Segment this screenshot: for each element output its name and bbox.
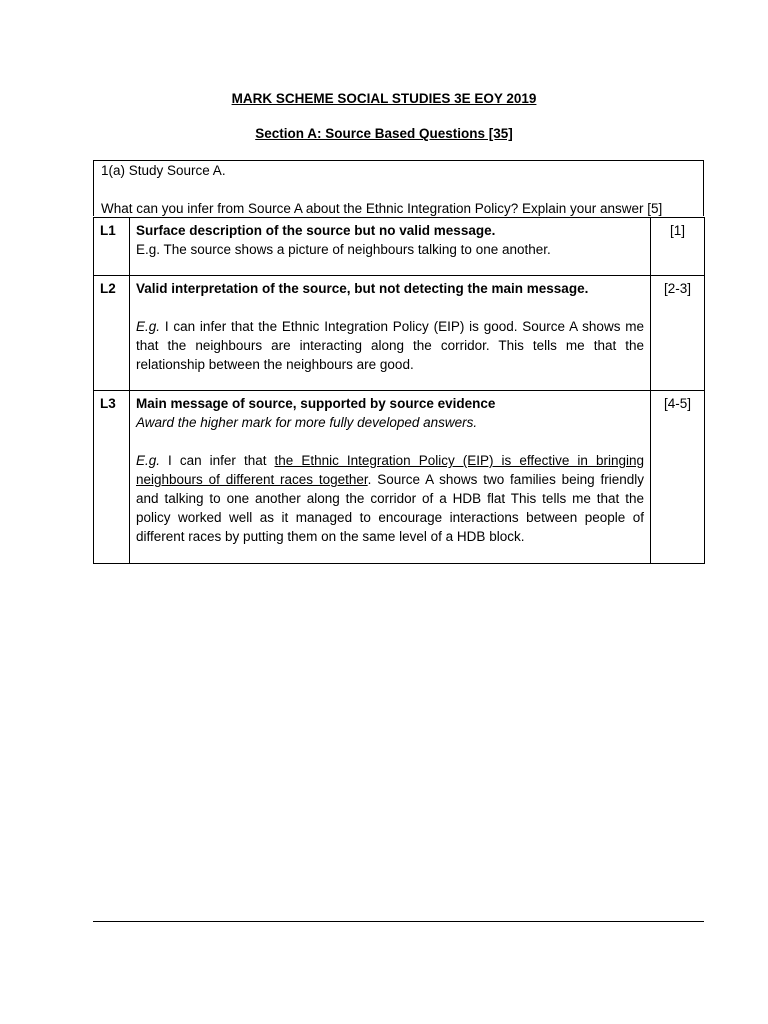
level-label: L1 xyxy=(94,218,130,276)
level-example xyxy=(136,317,644,374)
level-note: Award the higher mark for more fully developed answers. xyxy=(136,415,478,430)
level-marks: [1] xyxy=(651,218,705,276)
example-text-end: . Source A shows two families being friendly and talking to one another along the corridor of a HDB flat This tells me that the policy worked well as it managed to encourage interactions between people of different races by putting them on the same level of a HDB block. xyxy=(136,472,644,544)
question-box xyxy=(93,160,704,216)
level-heading: Surface description of the source but no valid message. xyxy=(136,223,496,238)
example-text: I can infer that the Ethnic Integration Policy (EIP) is good. Source A shows me that the neighbours are interacting along the corridor. This tells me that the relationship between the neighbours are good. xyxy=(136,319,644,372)
example-text-underlined: the Ethnic Integration Policy (EIP) is effective in bringing neighbours of different races together xyxy=(136,453,644,487)
level-marks: [2-3] xyxy=(651,276,705,391)
level-description xyxy=(130,276,651,391)
level-description xyxy=(130,391,651,564)
level-heading: Main message of source, supported by source evidence xyxy=(136,396,496,411)
mark-scheme-table xyxy=(93,217,705,564)
level-row-l1 xyxy=(94,218,705,276)
level-example: E.g. The source shows a picture of neighbours talking to one another. xyxy=(136,242,551,257)
level-row-l3 xyxy=(94,391,705,564)
example-prefix: E.g. xyxy=(136,319,161,334)
level-label: L3 xyxy=(94,391,130,564)
level-example xyxy=(136,451,644,546)
level-heading: Valid interpretation of the source, but not detecting the main message. xyxy=(136,281,589,296)
example-text-start: I can infer that xyxy=(160,453,275,468)
level-row-l2 xyxy=(94,276,705,391)
document-title: MARK SCHEME SOCIAL STUDIES 3E EOY 2019 xyxy=(231,91,537,106)
level-description xyxy=(130,218,651,276)
level-marks: [4-5] xyxy=(651,391,705,564)
level-label: L2 xyxy=(94,276,130,391)
question-text: What can you infer from Source A about the Ethnic Integration Policy? Explain your answer [5] xyxy=(101,201,663,216)
example-prefix: E.g. xyxy=(136,453,161,468)
section-title: Section A: Source Based Questions [35] xyxy=(255,126,513,141)
question-instruction: 1(a) Study Source A. xyxy=(101,163,226,178)
footer-divider xyxy=(93,921,704,922)
